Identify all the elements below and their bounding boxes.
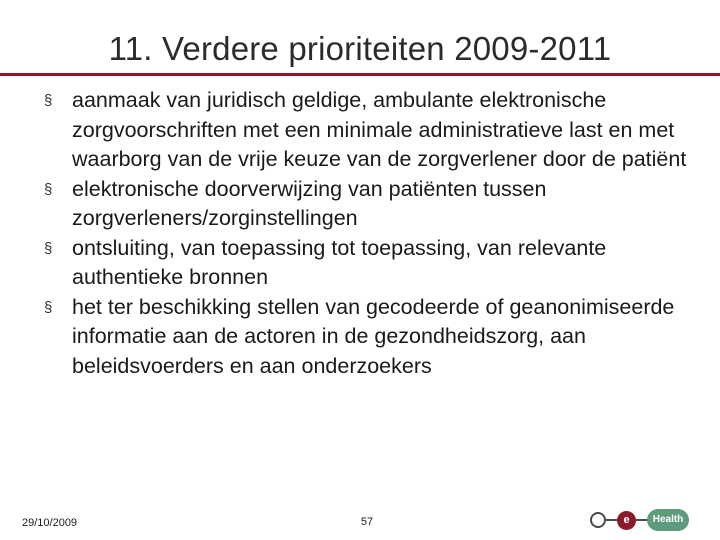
title-divider <box>0 73 720 76</box>
bullet-item <box>44 86 694 175</box>
slide-title: 11. Verdere prioriteiten 2009-2011 <box>108 30 612 67</box>
bullet-item <box>44 234 694 293</box>
bullet-item <box>44 175 694 234</box>
bullet-text: het ter beschikking stellen van gecodeerde of geanonimiseerde informatie aan de actoren in de gezondheidszorg, aan beleidsvoerders en aan onderzoekers <box>72 294 675 378</box>
logo-e-badge: e <box>617 511 636 530</box>
bullet-list <box>44 86 694 381</box>
bullet-icon: § <box>44 239 53 257</box>
bullet-icon: § <box>44 180 53 198</box>
logo-health-badge: Health <box>647 509 689 531</box>
bullet-text: elektronische doorverwijzing van patiënten tussen zorgverleners/zorginstellingen <box>72 176 547 230</box>
logo-ring-icon <box>590 512 606 528</box>
bullet-text: ontsluiting, van toepassing tot toepassing, van relevante authentieke bronnen <box>72 235 607 289</box>
bullet-icon: § <box>44 92 53 109</box>
bullet-icon: § <box>44 298 53 316</box>
ehealth-logo <box>590 508 690 534</box>
bullet-text: aanmaak van juridisch geldige, ambulante elektronische zorgvoorschriften met een minimale administratieve last en met waarborg van de vrije keuze van de zorgverlener door de patiënt <box>72 88 687 171</box>
bullet-item <box>44 293 694 382</box>
footer-date: 29/10/2009 <box>22 517 78 529</box>
page-number: 57 <box>360 516 374 528</box>
